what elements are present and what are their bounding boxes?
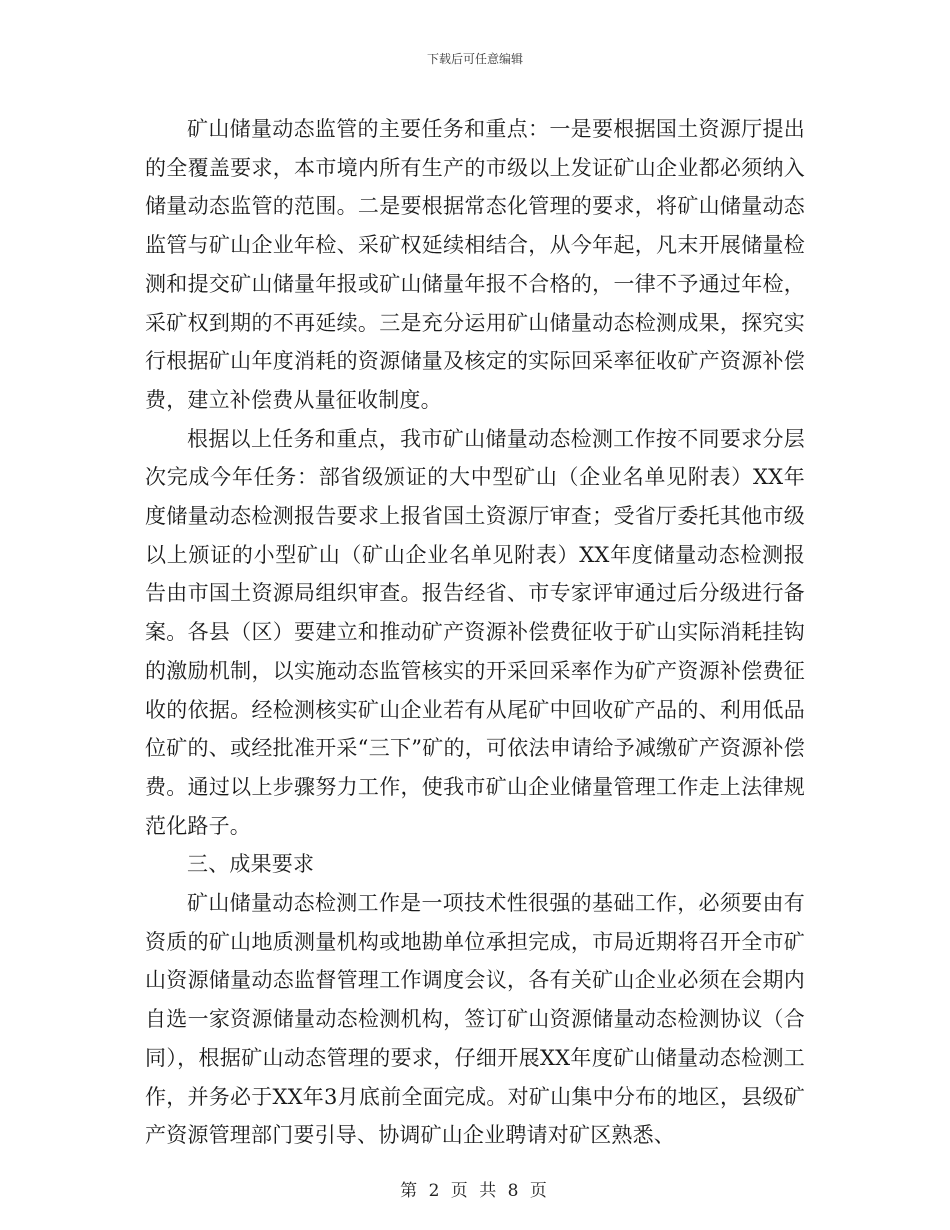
paragraph-tasks: 矿山储量动态监管的主要任务和重点：一是要根据国土资源厅提出的全覆盖要求，本市境内所有生产的市级以上发证矿山企业都必须纳入储量动态监管的范围。二是要根据常态化管理的要求，将矿山储量动态监管与矿山企业年检、采矿权延续相结合，从今年起，凡末开展储量检测和提交矿山储量年报或矿山储量年报不合格的，一律不予通过年检，采矿权到期的不再延续。三是充分运用矿山储量动态检测成果，探究实行根据矿山年度消耗的资源储量及核定的实际回采率征收矿产资源补偿费，建立补偿费从量征收制度。 [145,117,805,412]
document-body [145,110,805,1155]
paragraph-results: 矿山储量动态检测工作是一项技术性很强的基础工作，必须要由有资质的矿山地质测量机构或地勘单位承担完成，市局近期将召开全市矿山资源储量动态监督管理工作调度会议，各有关矿山企业必须在会期内自选一家资源储量动态检测机构，签订矿山资源储量动态检测协议（合同），根据矿山动态管理的要求，仔细开展XX年度矿山储量动态检测工作，并务必于XX年3月底前全面完成。对矿山集中分布的地区，县级矿产资源管理部门要引导、协调矿山企业聘请对矿区熟悉、 [145,891,805,1148]
paragraph-plan: 根据以上任务和重点，我市矿山储量动态检测工作按不同要求分层次完成今年任务：部省级颁证的大中型矿山（企业名单见附表）XX年度储量动态检测报告要求上报省国土资源厅审查；受省厅委托其他市级以上颁证的小型矿山（矿山企业名单见附表）XX年度储量动态检测报告由市国土资源局组织审查。报告经省、市专家评审通过后分级进行备案。各县（区）要建立和推动矿产资源补偿费征收于矿山实际消耗挂钩的激励机制，以实施动态监管核实的开采回采率作为矿产资源补偿费征收的依据。经检测核实矿山企业若有从尾矿中回收矿产品的、利用低品位矿的、或经批准开采“三下”矿的，可依法申请给予减缴矿产资源补偿费。通过以上步骤努力工作，使我市矿山企业储量管理工作走上法律规范化路子。 [145,426,805,838]
header-note: 下载后可任意编辑 [426,52,523,66]
page-number: 第 2 页 共 8 页 [400,1181,550,1201]
section-heading-results: 三、成果要求 [187,852,315,877]
